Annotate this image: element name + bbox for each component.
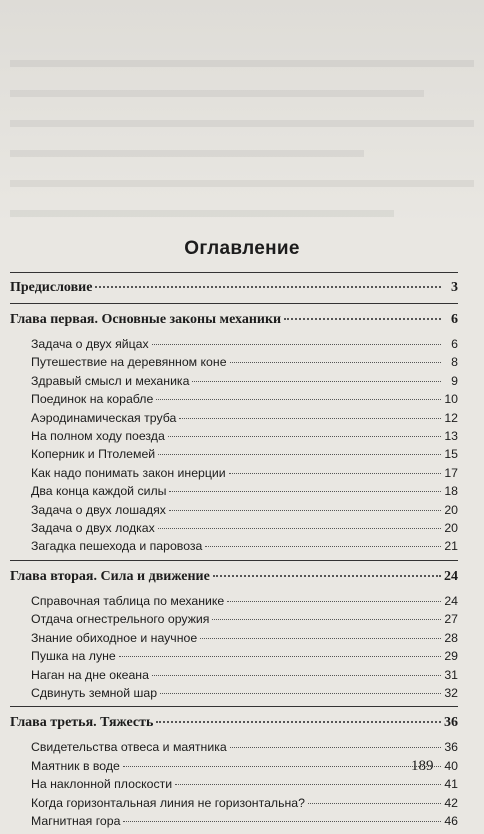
toc-entry-title: Загадка пешехода и паровоза (31, 539, 203, 554)
toc-entry-row[interactable] (10, 409, 458, 427)
dot-leader (119, 656, 441, 657)
toc-entry-page: 15 (444, 447, 458, 462)
toc-entry-title: Пушка на луне (31, 649, 116, 664)
toc-chapter-title: Глава третья. Тяжесть (10, 715, 154, 731)
section-divider (10, 303, 458, 304)
toc-chapter-title: Предисловие (10, 280, 93, 295)
dot-leader (200, 638, 441, 639)
show-through-line (10, 60, 474, 67)
dot-leader (192, 381, 441, 382)
toc-entry-row[interactable] (10, 372, 458, 390)
dot-leader (284, 318, 441, 320)
toc-entry-row[interactable] (10, 353, 458, 371)
toc-entry-title: Маятник в воде (31, 758, 120, 773)
toc-chapter-page: 3 (451, 280, 458, 295)
toc-entry-row[interactable] (10, 519, 458, 537)
toc-entry-page: 40 (444, 758, 458, 773)
dot-leader (152, 675, 441, 676)
toc-entry-title: Коперник и Птолемей (31, 447, 156, 462)
toc-entry-page: 24 (444, 593, 458, 608)
dot-leader (308, 803, 441, 804)
toc-entry-row[interactable] (10, 610, 458, 628)
toc-chapter-row[interactable] (10, 711, 458, 735)
show-through-line (10, 150, 364, 157)
dot-leader (158, 454, 441, 455)
toc-entry-row[interactable] (10, 794, 458, 812)
dot-leader (205, 546, 441, 547)
show-through-line (10, 210, 394, 217)
show-through-line (10, 120, 474, 127)
dot-leader (158, 528, 441, 529)
toc-entry-row[interactable] (10, 647, 458, 665)
toc-entry-page: 42 (444, 795, 458, 810)
toc-entry-row[interactable] (10, 684, 458, 702)
dot-leader (95, 286, 441, 288)
toc-chapter-title: Глава вторая. Сила и движение (10, 568, 210, 584)
toc-entry-page: 28 (444, 630, 458, 645)
toc-entry-page: 10 (444, 392, 458, 407)
toc-entry-page: 27 (444, 612, 458, 627)
toc-entry-row[interactable] (10, 775, 458, 793)
section-divider (10, 560, 458, 561)
toc-entry-page: 17 (444, 465, 458, 480)
toc-entry-title: Справочная таблица по механике (31, 593, 225, 608)
toc-entry-title: Путешествие на деревянном коне (31, 355, 227, 370)
toc-entry-title: Здравый смысл и механика (31, 373, 190, 388)
toc-entry-title: Задача о двух лодках (31, 521, 155, 536)
dot-leader (156, 721, 441, 723)
toc-entry-row[interactable] (10, 501, 458, 519)
toc-entry-row[interactable] (10, 390, 458, 408)
toc-entry-row[interactable] (10, 757, 458, 775)
section-divider (10, 706, 458, 707)
toc-entry-row[interactable] (10, 445, 458, 463)
table-of-contents (10, 272, 458, 834)
toc-entry-page: 9 (451, 373, 458, 388)
toc-entry-title: Два конца каждой силы (31, 484, 167, 499)
toc-entry-title: Сдвинуть земной шар (31, 685, 158, 700)
toc-entry-page: 12 (444, 410, 458, 425)
dot-leader (169, 491, 441, 492)
toc-entry-row[interactable] (10, 812, 458, 830)
toc-entry-row[interactable] (10, 738, 458, 756)
show-through-line (10, 90, 424, 97)
dot-leader (213, 575, 441, 577)
toc-entry-row[interactable] (10, 592, 458, 610)
toc-entry-page: 20 (444, 521, 458, 536)
toc-entry-title: Свидетельства отвеса и маятника (31, 740, 227, 755)
toc-entry-title: Аэродинамическая труба (31, 410, 177, 425)
toc-entry-row[interactable] (10, 335, 458, 353)
toc-entry-title: Задача о двух лошадях (31, 502, 166, 517)
dot-leader (230, 747, 441, 748)
toc-entry-page: 46 (444, 813, 458, 828)
toc-entry-page: 29 (444, 649, 458, 664)
section-divider (10, 272, 458, 273)
page-number: 189 (411, 758, 434, 774)
toc-entry-page: 31 (444, 667, 458, 682)
toc-entry-title: На наклонной плоскости (31, 777, 173, 792)
dot-leader (179, 418, 441, 419)
toc-entry-title: Поединок на корабле (31, 392, 154, 407)
toc-entry-row[interactable] (10, 666, 458, 684)
toc-entry-title: Когда горизонтальная линия не горизонтальна? (31, 795, 305, 810)
toc-chapter-row[interactable] (10, 276, 458, 300)
dot-leader (212, 619, 441, 620)
toc-entry-title: Наган на дне океана (31, 667, 149, 682)
dot-leader (168, 436, 441, 437)
toc-entry-page: 13 (444, 429, 458, 444)
dot-leader (160, 693, 441, 694)
toc-entry-title: Как надо понимать закон инерции (31, 465, 226, 480)
dot-leader (152, 344, 441, 345)
toc-entry-page: 36 (444, 740, 458, 755)
section-spacer (10, 830, 458, 834)
toc-entry-page: 21 (444, 539, 458, 554)
page-title: Оглавление (184, 238, 300, 259)
dot-leader (175, 784, 441, 785)
dot-leader (156, 399, 441, 400)
show-through-background (0, 0, 484, 225)
dot-leader (169, 510, 441, 511)
toc-chapter-row[interactable] (10, 308, 458, 332)
toc-entry-title: Магнитная гора (31, 813, 121, 828)
toc-entry-title: Знание обиходное и научное (31, 630, 198, 645)
dot-leader (123, 821, 441, 822)
dot-leader (229, 473, 441, 474)
toc-chapter-page: 24 (444, 568, 458, 584)
toc-entry-page: 20 (444, 502, 458, 517)
toc-entry-page: 41 (444, 777, 458, 792)
toc-entry-page: 6 (451, 337, 458, 351)
toc-entry-row[interactable] (10, 537, 458, 555)
toc-entry-page: 32 (444, 685, 458, 700)
toc-entry-title: Задача о двух яйцах (31, 337, 149, 351)
toc-chapter-page: 6 (451, 312, 458, 327)
toc-entry-page: 8 (451, 355, 458, 370)
toc-entry-row[interactable] (10, 482, 458, 500)
toc-entry-row[interactable] (10, 464, 458, 482)
dot-leader (123, 766, 441, 767)
toc-entry-page: 18 (444, 484, 458, 499)
toc-chapter-row[interactable] (10, 565, 458, 589)
toc-entry-row[interactable] (10, 427, 458, 445)
show-through-line (10, 180, 474, 187)
toc-entry-row[interactable] (10, 629, 458, 647)
toc-entry-title: На полном ходу поезда (31, 429, 165, 444)
toc-chapter-page: 36 (444, 715, 458, 731)
dot-leader (230, 362, 441, 363)
toc-entry-title: Отдача огнестрельного оружия (31, 612, 210, 627)
toc-chapter-title: Глава первая. Основные законы механики (10, 312, 282, 327)
dot-leader (227, 601, 441, 602)
